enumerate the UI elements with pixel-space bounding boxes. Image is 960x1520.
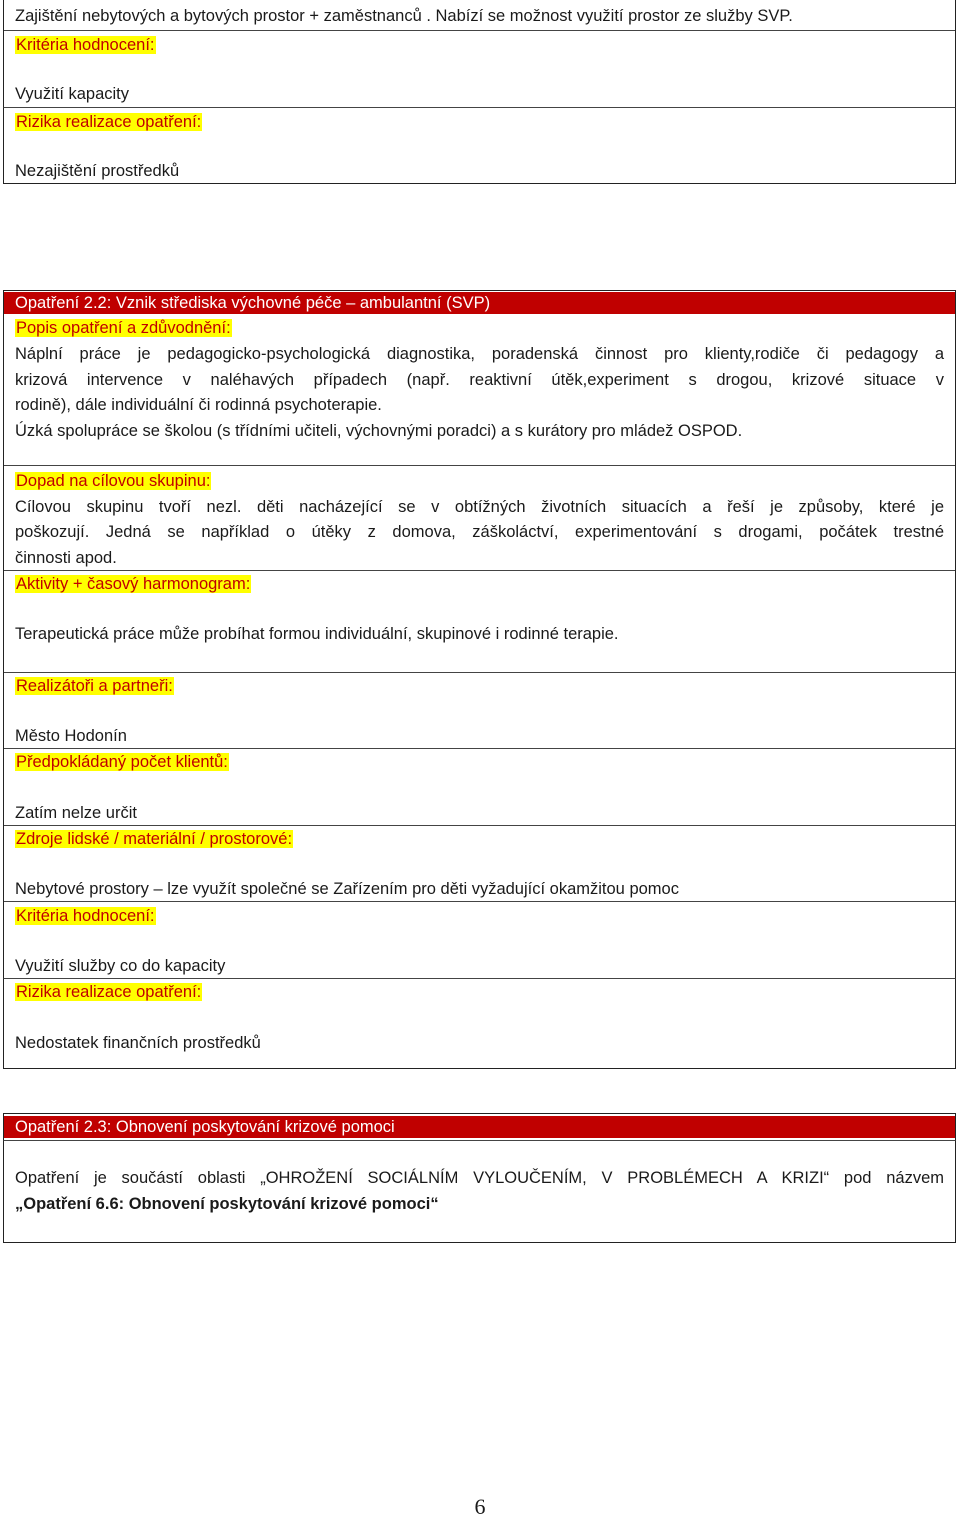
measure-2-3-title: Opatření 2.3: Obnovení poskytování krizové pomoci [15, 1118, 395, 1136]
page-number: 6 [474, 1494, 486, 1519]
resources-label: Zdroje lidské / materiální / prostorové: [16, 830, 293, 848]
clients-label: Předpokládaný počet klientů: [16, 753, 228, 771]
risk-label: Rizika realizace opatření: [16, 113, 202, 131]
measure-2-3-text-line-2: „Opatření 6.6: Obnovení poskytování krizové pomoci“ [15, 1195, 439, 1213]
description-line-2: krizová intervence v naléhavých případech (např. reaktivní útěk,experiment s drogou, krizové situace v [15, 371, 944, 389]
resources-value: Nebytové prostory – lze využít společné se Zařízením pro děti vyžadující okamžitou pomoc [15, 880, 679, 898]
premises-text: Zajištění nebytových a bytových prostor + zaměstnanců . Nabízí se možnost využití prostor ze služby SVP. [15, 7, 793, 25]
criteria-value: Využití kapacity [15, 85, 130, 103]
criteria-label: Kritéria hodnocení: [16, 36, 155, 54]
description-line-3: rodině), dále individuální či rodinná psychoterapie. [15, 396, 382, 414]
impact-line-2: poškozují. Jedná se například o útěky z domova, záškoláctví, experimentování s drogami, počátek trestné [15, 523, 944, 541]
risk-block [15, 110, 944, 136]
row-divider [3, 290, 956, 979]
row-divider [3, 0, 956, 108]
risk-2-block [15, 980, 944, 1006]
activities-label: Aktivity + časový harmonogram: [16, 575, 251, 593]
impact-line-3: činnosti apod. [15, 549, 117, 567]
risk-2-label: Rizika realizace opatření: [16, 983, 202, 1001]
activities-value: Terapeutická práce může probíhat formou individuální, skupinové i rodinné terapie. [15, 625, 619, 643]
clients-value: Zatím nelze určit [15, 804, 137, 822]
risk-2-value: Nedostatek finančních prostředků [15, 1034, 261, 1052]
partners-value: Město Hodonín [15, 727, 127, 745]
description-line-1: Náplní práce je pedagogicko-psychologická diagnostika, poradenská činnost pro klienty,rodiče či pedagogy a [15, 345, 944, 363]
impact-line-1: Cílovou skupinu tvoří nezl. děti nacházející se v obtížných životních situacích a řeší je způsoby, které je [15, 498, 944, 516]
measure-2-2-title: Opatření 2.2: Vznik střediska výchovné péče – ambulantní (SVP) [15, 294, 491, 312]
description-line-4: Úzká spolupráce se školou (s třídními učiteli, výchovnými poradci) a s kurátory pro mládež OSPOD. [15, 422, 743, 440]
row-divider [3, 1113, 956, 1141]
risk-value: Nezajištění prostředků [15, 162, 180, 180]
criteria-2-label: Kritéria hodnocení: [16, 907, 155, 925]
impact-label: Dopad na cílovou skupinu: [16, 472, 211, 490]
description-label: Popis opatření a zdůvodnění: [16, 319, 231, 337]
measure-2-3-text-line-1: Opatření je součástí oblasti „OHROŽENÍ SOCIÁLNÍM VYLOUČENÍM, V PROBLÉMECH A KRIZI“ pod názvem [15, 1169, 944, 1187]
criteria-2-value: Využití služby co do kapacity [15, 957, 226, 975]
partners-label: Realizátoři a partneři: [16, 677, 173, 695]
